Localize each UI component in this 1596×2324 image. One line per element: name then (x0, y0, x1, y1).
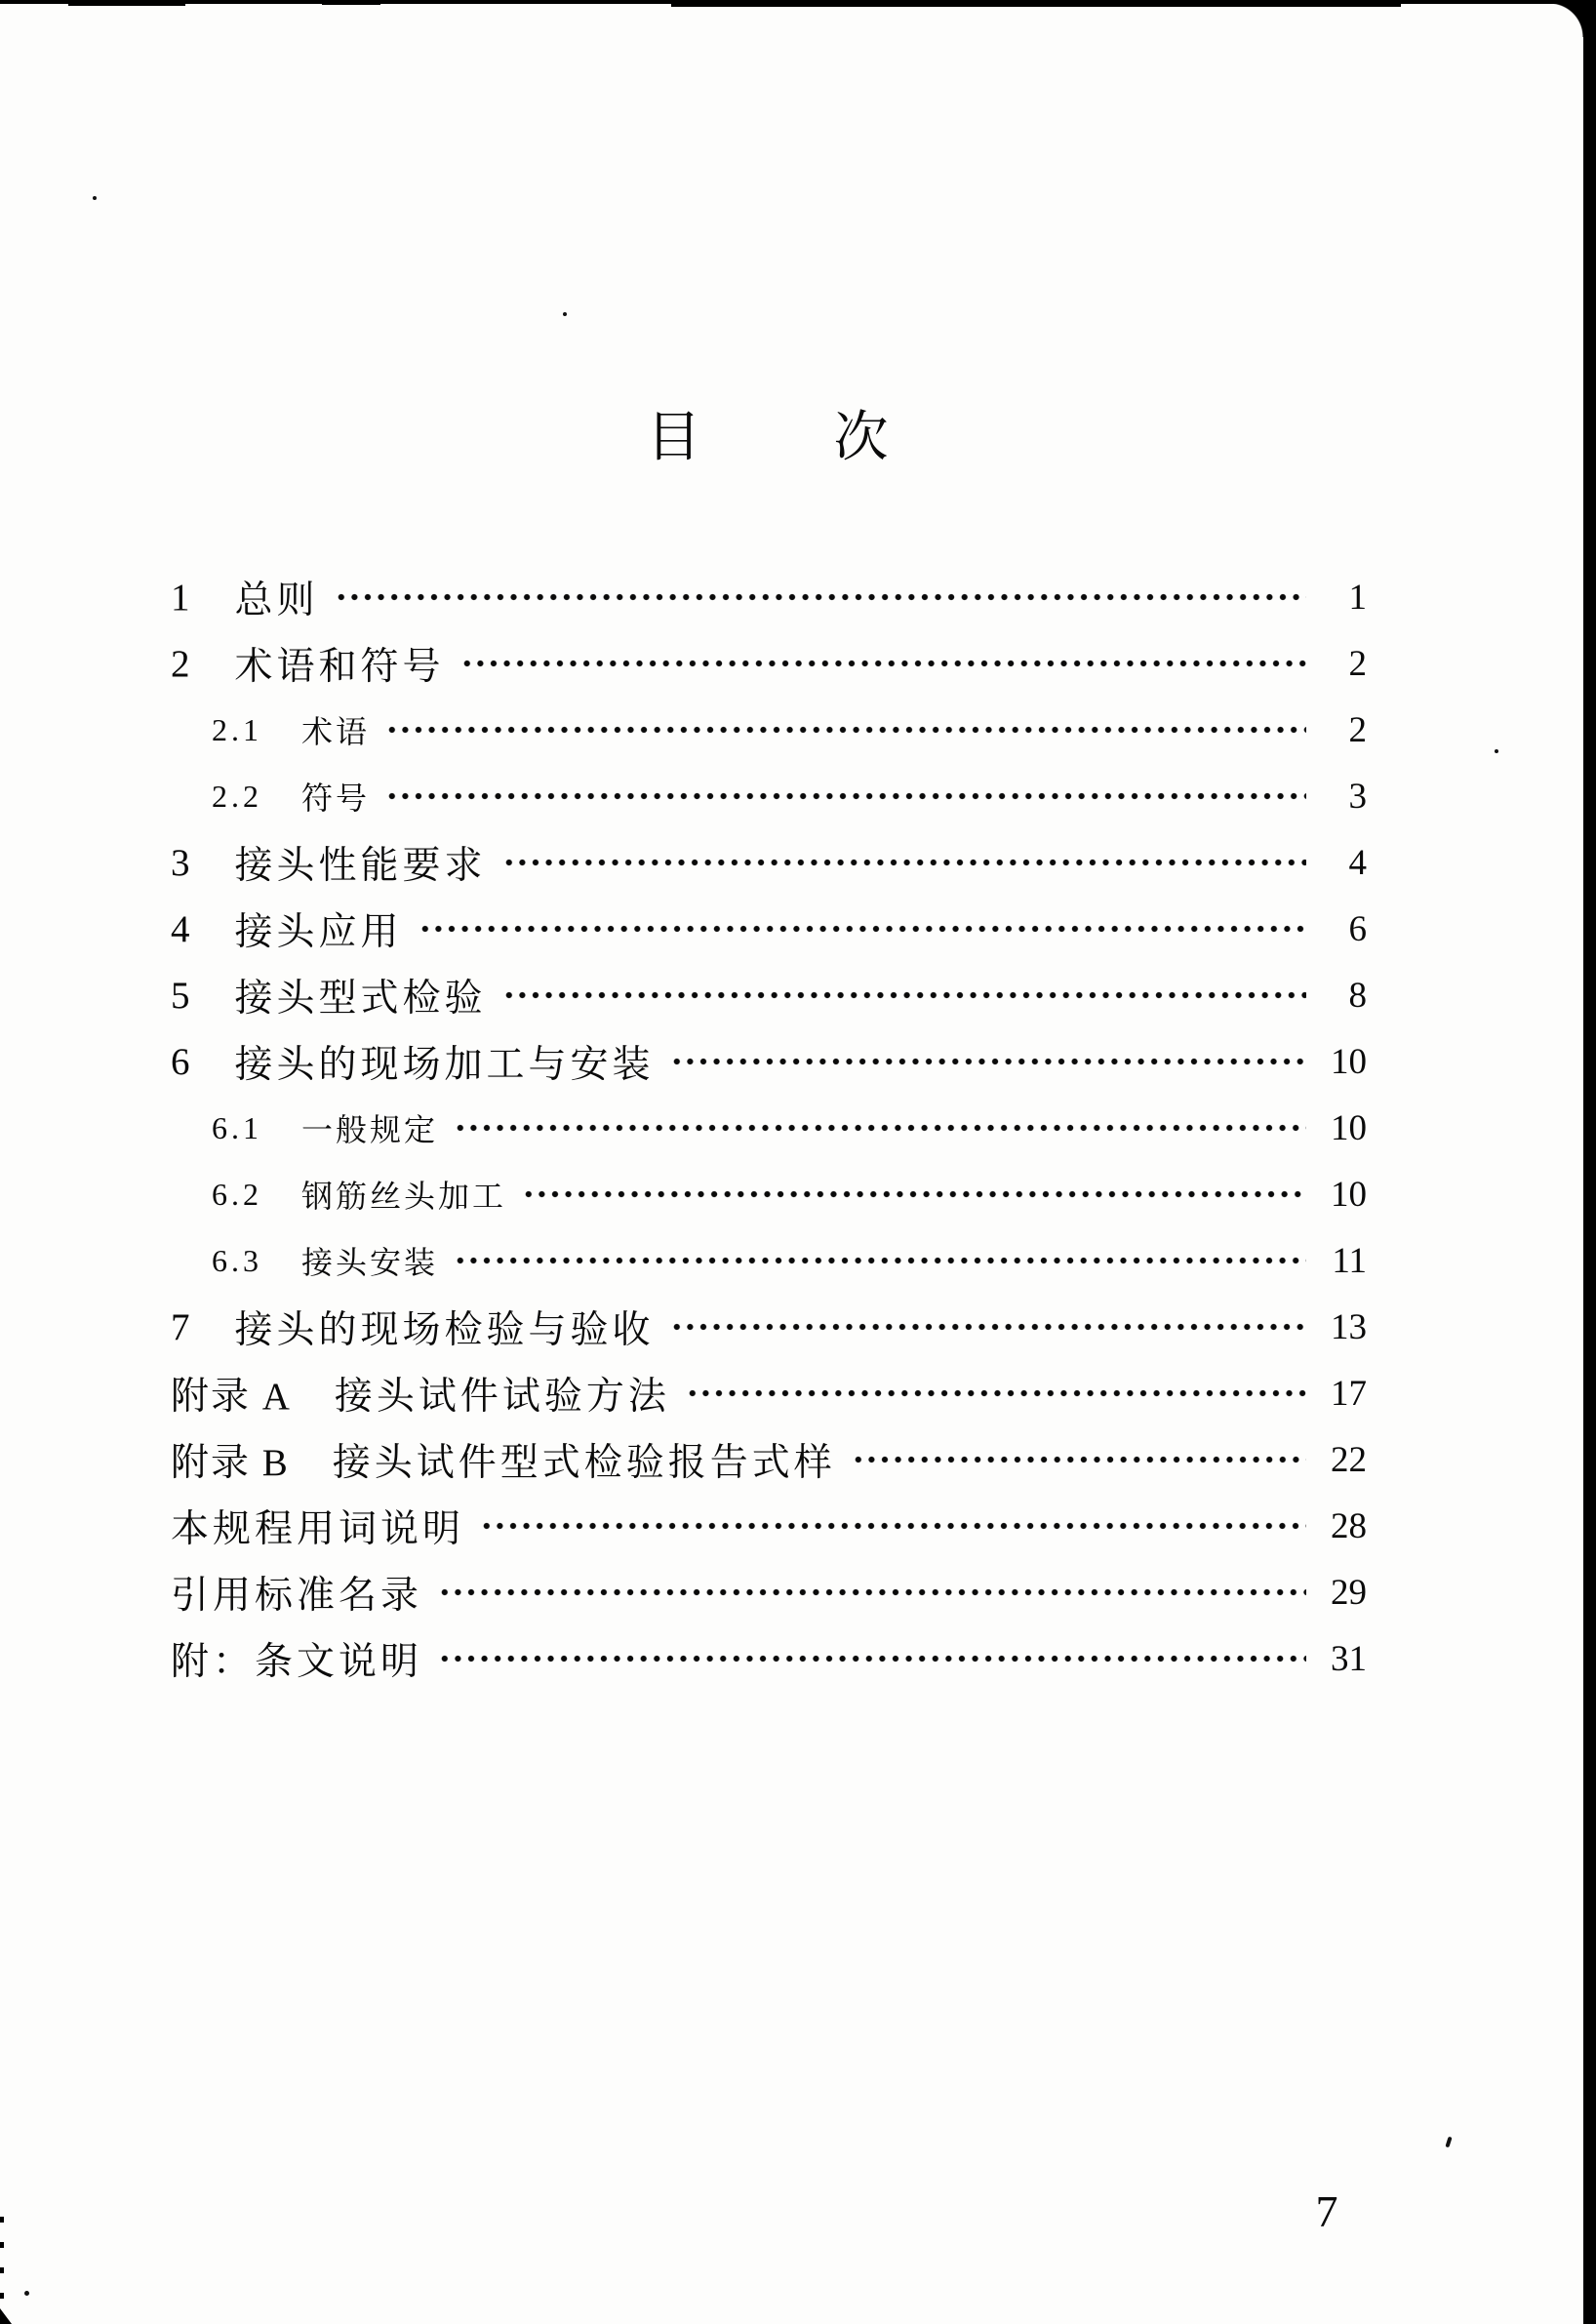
toc-row (171, 1559, 1367, 1625)
toc-row (171, 630, 1367, 697)
toc-entry-title: 接头应用 (234, 911, 403, 953)
dot-leader (333, 564, 1306, 630)
dot-leader (383, 763, 1306, 829)
scan-corner-top-right (1549, 0, 1586, 37)
dot-leader (478, 1493, 1306, 1559)
dot-leader (500, 962, 1306, 1028)
scan-edge-top-thick (671, 0, 1401, 7)
toc-entry-page: 31 (1331, 1638, 1367, 1679)
toc-entry-page: 10 (1331, 1174, 1367, 1215)
toc-entry-title: 一般规定 (301, 1112, 439, 1147)
toc-entry-page: 10 (1331, 1107, 1367, 1148)
toc-row (171, 697, 1367, 763)
toc-entry-label: 4 (171, 907, 192, 950)
scan-speck (93, 196, 97, 200)
dot-leader (452, 1095, 1306, 1161)
toc-entry-title: 接头的现场检验与验收 (234, 1309, 655, 1351)
scan-edge-top-dash (322, 0, 380, 5)
toc-entry-label: 2 (171, 642, 192, 685)
toc-entry-label: 6.3 (212, 1242, 262, 1278)
toc-entry-title: 本规程用词说明 (171, 1508, 465, 1550)
toc-entry-label: 3 (171, 841, 192, 884)
toc-entry-title: 接头试件试验方法 (334, 1376, 670, 1418)
toc-row (171, 1360, 1367, 1426)
dot-leader (436, 1625, 1306, 1692)
dot-leader (383, 697, 1306, 763)
toc-row (171, 962, 1367, 1028)
toc-row (171, 829, 1367, 896)
toc-entry-title: 总则 (234, 580, 319, 621)
toc-row (171, 763, 1367, 829)
toc-entry-page: 11 (1332, 1240, 1367, 1281)
toc-entry-label: 7 (171, 1305, 192, 1348)
scan-speck (563, 312, 567, 316)
dot-leader (500, 829, 1306, 896)
page-number: 7 (1315, 2186, 1338, 2236)
dot-leader (668, 1294, 1306, 1360)
dot-leader (436, 1559, 1306, 1625)
page-title (0, 408, 1559, 468)
toc-entry-page: 29 (1331, 1572, 1367, 1613)
toc-entry-page: 8 (1348, 975, 1367, 1016)
toc-entry-label: 2.1 (212, 711, 262, 747)
toc-row (171, 1493, 1367, 1559)
toc-entry-label: 2.2 (212, 778, 262, 814)
dot-leader (520, 1161, 1306, 1227)
scan-edge-right (1583, 0, 1596, 2324)
scan-speck (1495, 749, 1498, 753)
toc-row (171, 1625, 1367, 1692)
toc-entry-title: 附：条文说明 (171, 1641, 423, 1683)
toc-entry-page: 17 (1331, 1373, 1367, 1414)
toc-row (171, 896, 1367, 962)
toc-entry-label: 附录 A (171, 1376, 292, 1418)
toc-row (171, 1426, 1367, 1493)
page-title-char: 次 (833, 408, 889, 468)
page-title-char: 目 (646, 408, 701, 468)
dot-leader (417, 896, 1306, 962)
toc-entry-label: 附录 B (171, 1442, 290, 1484)
toc-row (171, 564, 1367, 630)
toc-entry-page: 28 (1331, 1505, 1367, 1546)
toc-entry-title: 接头安装 (301, 1245, 439, 1280)
scan-edge-left-specks (0, 2217, 4, 2304)
toc-list (171, 564, 1367, 1692)
scan-speck (24, 2291, 29, 2296)
toc-entry-page: 4 (1348, 842, 1367, 883)
dot-leader (452, 1227, 1306, 1294)
toc-entry-title: 接头试件型式检验报告式样 (332, 1442, 836, 1484)
dot-leader (850, 1426, 1306, 1493)
toc-entry-label: 5 (171, 974, 192, 1017)
dot-leader (684, 1360, 1306, 1426)
toc-entry-title: 术语和符号 (234, 646, 445, 688)
toc-row (171, 1161, 1367, 1227)
toc-entry-label: 6 (171, 1040, 192, 1083)
toc-entry-page: 1 (1348, 577, 1367, 618)
toc-entry-title: 术语 (301, 714, 371, 749)
toc-entry-label: 6.1 (212, 1109, 262, 1145)
scan-speck (1445, 2137, 1452, 2148)
toc-row (171, 1095, 1367, 1161)
toc-entry-title: 钢筋丝头加工 (301, 1179, 507, 1214)
toc-entry-label: 1 (171, 576, 192, 619)
toc-entry-title: 接头性能要求 (234, 845, 487, 887)
toc-entry-page: 6 (1348, 908, 1367, 949)
toc-entry-title: 引用标准名录 (171, 1575, 423, 1617)
toc-entry-title: 接头的现场加工与安装 (234, 1044, 655, 1086)
dot-leader (459, 630, 1306, 697)
toc-entry-page: 3 (1348, 776, 1367, 817)
toc-entry-page: 22 (1331, 1439, 1367, 1480)
scan-corner-bottom-left (0, 2308, 12, 2324)
toc-entry-page: 2 (1348, 709, 1367, 750)
toc-entry-page: 10 (1331, 1041, 1367, 1082)
scan-edge-top-dash (68, 0, 185, 6)
toc-entry-page: 2 (1348, 643, 1367, 684)
toc-row (171, 1294, 1367, 1360)
toc-entry-page: 13 (1331, 1306, 1367, 1347)
toc-entry-label: 6.2 (212, 1176, 262, 1212)
toc-row (171, 1227, 1367, 1294)
toc-entry-title: 接头型式检验 (234, 978, 487, 1020)
toc-entry-title: 符号 (301, 781, 371, 816)
dot-leader (668, 1028, 1306, 1095)
toc-row (171, 1028, 1367, 1095)
